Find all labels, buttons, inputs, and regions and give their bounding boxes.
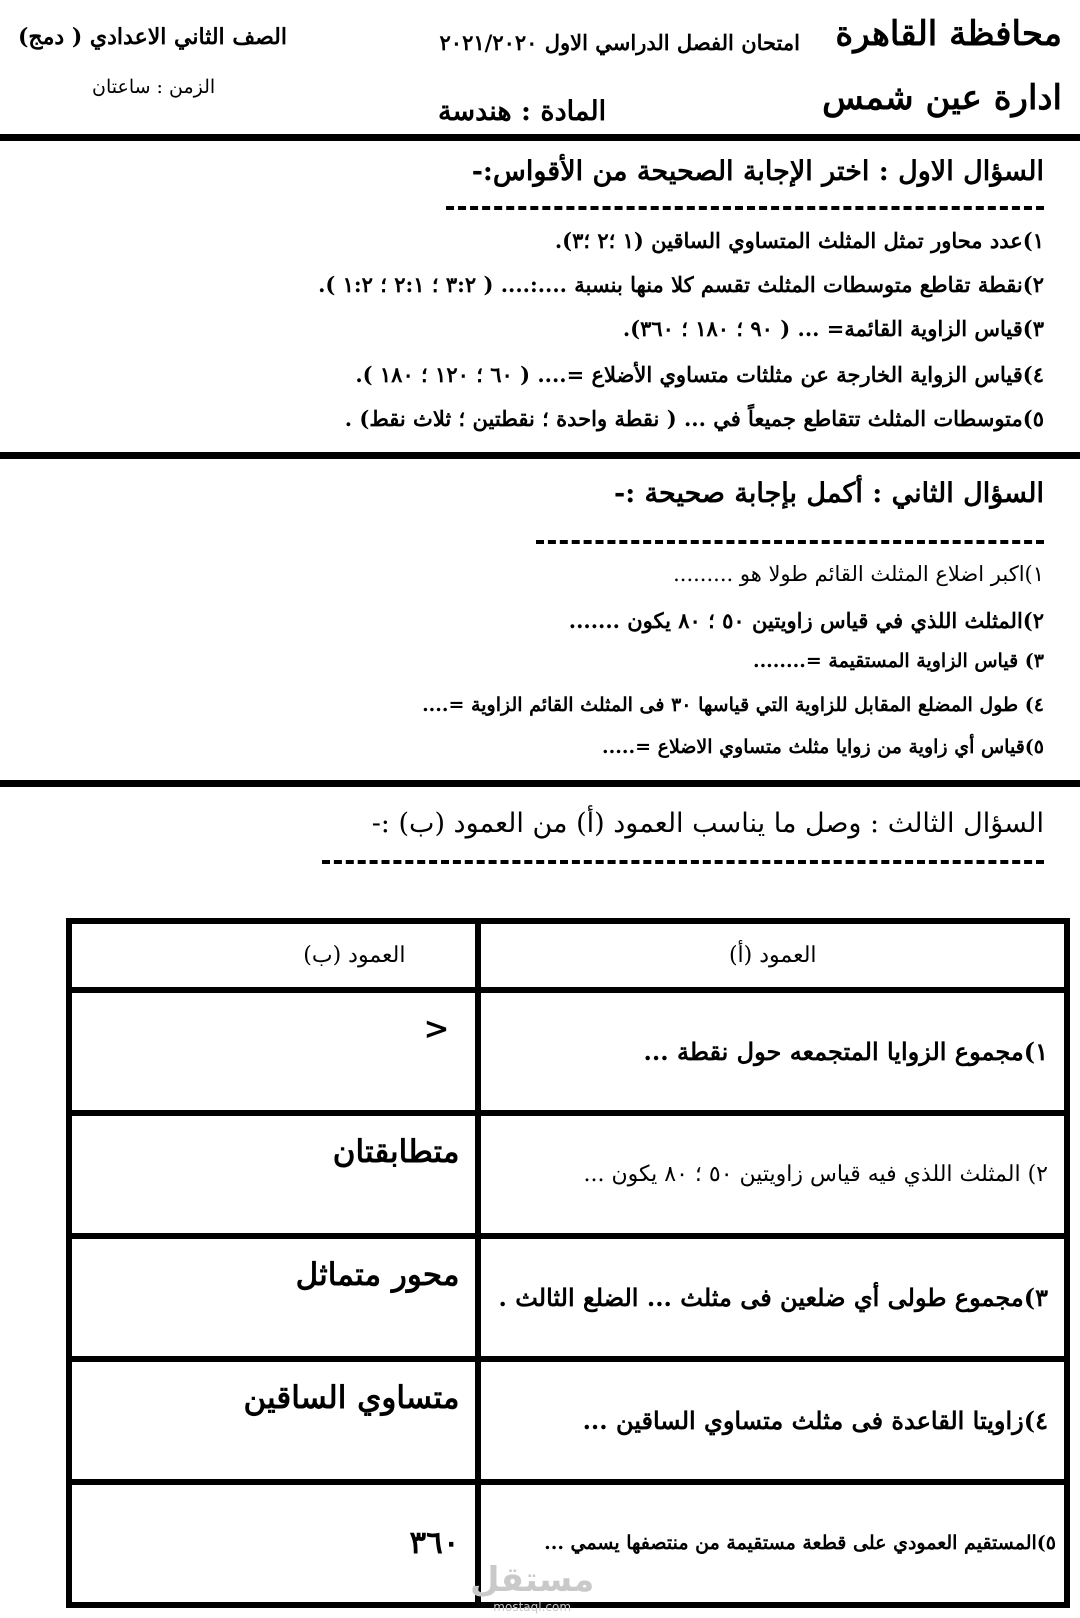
matching-table bbox=[66, 918, 1070, 1608]
col-b-cell: متطابقتان bbox=[69, 1113, 478, 1236]
col-a-header: العمود (أ) bbox=[478, 921, 1067, 990]
col-a-cell: ١)مجموع الزوايا المتجمعه حول نقطة ... bbox=[478, 990, 1067, 1113]
q1-item: ٢)نقطة تقاطع متوسطات المثلث تقسم كلا منها بنسبة ....:.... ( ٣:٢ ؛ ٢:١ ؛ ١:٢ ). bbox=[318, 272, 1044, 297]
exam-title: امتحان الفصل الدراسي الاول ٢٠٢١/٢٠٢٠ bbox=[439, 30, 800, 55]
administration-heading: ادارة عين شمس bbox=[822, 78, 1062, 118]
q2-item: ٥)قياس أي زاوية من زوايا مثلث متساوي الاضلاع =..... bbox=[602, 736, 1044, 758]
subject-label: المادة : هندسة bbox=[438, 96, 607, 127]
watermark-latin: mostaql.com bbox=[493, 1600, 572, 1614]
q1-title: السؤال الاول : اختر الإجابة الصحيحة من الأقواس:- bbox=[471, 156, 1044, 187]
q1-item: ٣)قياس الزاوية القائمة= ... ( ٩٠ ؛ ١٨٠ ؛ ٣٦٠). bbox=[622, 316, 1044, 341]
col-b-header: العمود (ب) bbox=[69, 921, 478, 990]
col-a-cell: ٢) المثلث اللذي فيه قياس زاويتين ٥٠ ؛ ٨٠ يكون ... bbox=[478, 1113, 1067, 1236]
col-a-cell: ٣)مجموع طولى أي ضلعين فى مثلث ... الضلع الثالث . bbox=[478, 1236, 1067, 1359]
table-row bbox=[69, 990, 1067, 1113]
time-label: الزمن : ساعتان bbox=[92, 76, 216, 98]
q3-underline bbox=[322, 860, 1044, 864]
header-divider bbox=[0, 134, 1080, 141]
col-b-cell: ٣٦٠ bbox=[69, 1482, 478, 1605]
table-row bbox=[69, 1113, 1067, 1236]
q2-title: السؤال الثاني : أكمل بإجابة صحيحة :- bbox=[613, 478, 1044, 509]
col-a-cell: ٤)زاويتا القاعدة فى مثلث متساوي الساقين ... bbox=[478, 1359, 1067, 1482]
grade-label: الصف الثاني الاعدادي ( دمج) bbox=[18, 24, 287, 50]
q2-item: ٣) قياس الزاوية المستقيمة =........ bbox=[752, 650, 1044, 672]
q2-item: ١)اكبر اضلاع المثلث القائم طولا هو ......... bbox=[673, 562, 1044, 586]
governorate-heading: محافظة القاهرة bbox=[835, 14, 1062, 54]
q1-item: ٤)قياس الزواية الخارجة عن مثلثات متساوي الأضلاع =.... ( ٦٠ ؛ ١٢٠ ؛ ١٨٠ ). bbox=[355, 362, 1044, 387]
q2-underline bbox=[536, 540, 1044, 544]
q2-item: ٤) طول المضلع المقابل للزاوية التي قياسها ٣٠ فى المثلث القائم الزاوية =.... bbox=[422, 694, 1044, 716]
col-a-cell: ٥)المستقيم العمودي على قطعة مستقيمة من منتصفها يسمي ... bbox=[478, 1482, 1067, 1605]
q3-title: السؤال الثالث : وصل ما يناسب العمود (أ) من العمود (ب) :- bbox=[371, 808, 1044, 839]
table-header-row bbox=[69, 921, 1067, 990]
col-b-cell: متساوي الساقين bbox=[69, 1359, 478, 1482]
q2-item: ٢)المثلث اللذي في قياس زاويتين ٥٠ ؛ ٨٠ يكون ....... bbox=[568, 608, 1044, 633]
table-row bbox=[69, 1359, 1067, 1482]
q1-item: ١)عدد محاور تمثل المثلث المتساوي الساقين (١ ؛٢ ؛٣). bbox=[554, 228, 1044, 253]
mostaql-watermark bbox=[470, 1560, 594, 1614]
col-b-cell: محور متماثل bbox=[69, 1236, 478, 1359]
q1-underline bbox=[446, 206, 1044, 210]
watermark-arabic: مستقل bbox=[470, 1560, 595, 1600]
col-b-cell: < bbox=[69, 990, 478, 1113]
q2-divider bbox=[0, 780, 1080, 787]
q1-item: ٥)متوسطات المثلث تتقاطع جميعاً في ... ( نقطة واحدة ؛ نقطتين ؛ ثلاث نقط) . bbox=[344, 406, 1044, 431]
table-row bbox=[69, 1236, 1067, 1359]
q1-divider bbox=[0, 452, 1080, 459]
